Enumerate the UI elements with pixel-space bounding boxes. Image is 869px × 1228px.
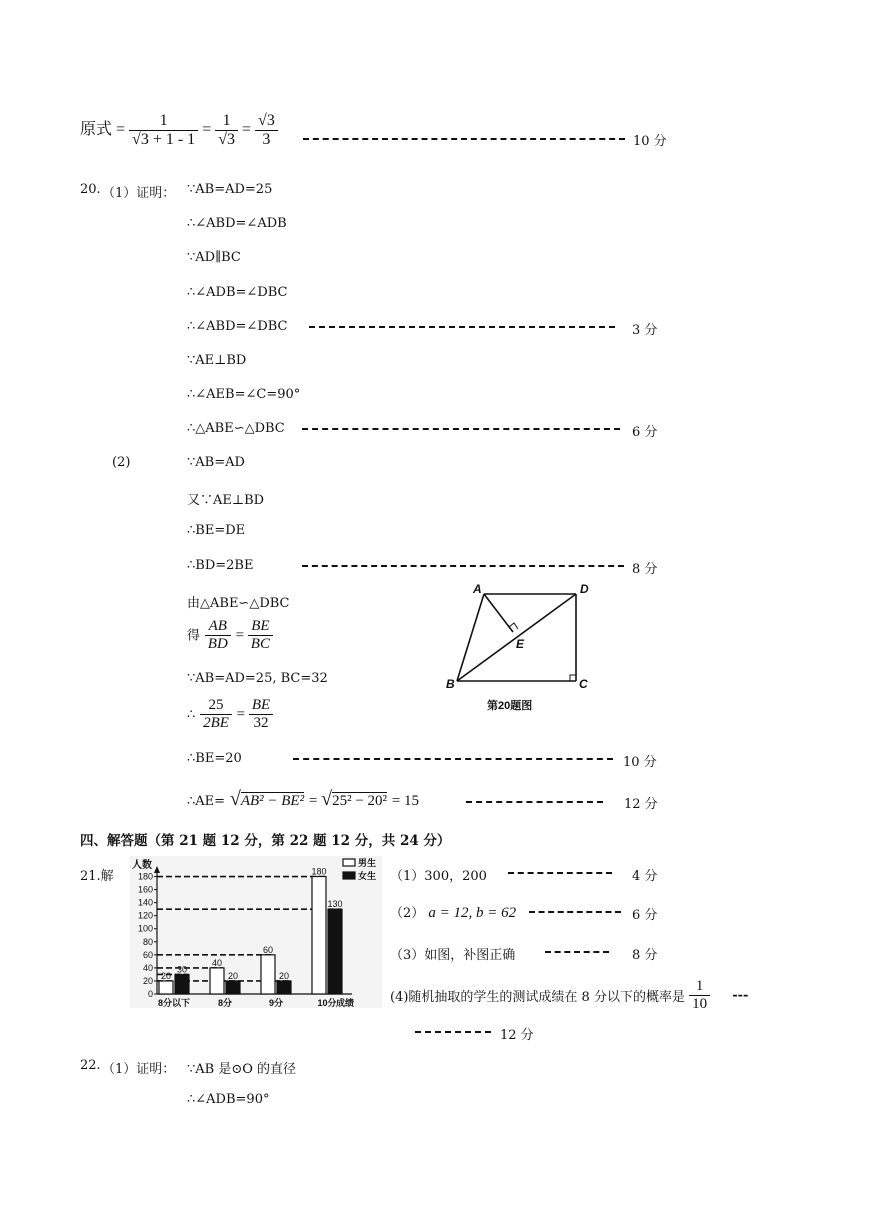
q20-m9: ∴BE=20 bbox=[187, 751, 242, 766]
top-fraction-1: $\frac{1}{√3 + 1 - 1}$ bbox=[129, 112, 198, 149]
score-leader bbox=[508, 872, 612, 874]
top-fraction-3: $\frac{√3}{3}$ bbox=[255, 112, 278, 149]
data-label-female: 30 bbox=[176, 964, 188, 975]
q21-score-12: 12 分 bbox=[500, 1028, 534, 1043]
q20-line-3: ∵AD∥BC bbox=[187, 250, 241, 265]
top-label: 原式 bbox=[80, 119, 113, 139]
score-leader bbox=[302, 428, 620, 430]
q21-answer-3: （3）如图，补图正确 bbox=[390, 948, 516, 963]
q20-line-6: ∵AE⊥BD bbox=[187, 353, 247, 368]
right-angle-c bbox=[570, 675, 576, 681]
q20-line-5: ∴∠ABD=∠DBC bbox=[187, 319, 288, 334]
q20-part2: (2) bbox=[112, 455, 131, 470]
bar-female bbox=[226, 981, 240, 994]
probability-fraction: $\frac{1}{10}$ bbox=[689, 978, 710, 1013]
y-tick-label: 140 bbox=[137, 897, 153, 908]
bar-female bbox=[277, 981, 291, 994]
q20-line-7: ∴∠AEB=∠C=90° bbox=[187, 387, 301, 402]
ae-result: = 15 bbox=[391, 793, 420, 809]
x-tick-label: 9分 bbox=[268, 998, 284, 1008]
bar-female bbox=[175, 974, 189, 994]
y-tick-label: 120 bbox=[137, 910, 153, 921]
q22-line-1: ∵AB 是⊙O 的直径 bbox=[187, 1062, 297, 1077]
y-axis-arrow bbox=[154, 866, 160, 873]
edge-ae bbox=[484, 594, 513, 632]
x-axis-label: 成绩 bbox=[335, 998, 354, 1008]
sqrt-expr-2: 25² − 20² bbox=[332, 793, 388, 809]
top-fraction-2: $\frac{1}{√3}$ bbox=[215, 112, 238, 149]
q20-score-10: 10 分 bbox=[623, 755, 657, 770]
q20-score-3: 3 分 bbox=[632, 323, 658, 338]
q20-line-4: ∴∠ADB=∠DBC bbox=[187, 285, 288, 300]
q21-score-4: 4 分 bbox=[632, 869, 658, 884]
q20-figure bbox=[440, 577, 600, 715]
vertex-b: B bbox=[446, 677, 455, 691]
vertex-d: D bbox=[580, 582, 589, 596]
y-tick-label: 20 bbox=[142, 975, 153, 986]
q20-line-8: ∴△ABE∽△DBC bbox=[187, 421, 285, 436]
score-leader bbox=[529, 911, 621, 913]
ratio-25-2be: $\frac{25}{2BE}$ bbox=[200, 697, 232, 732]
q20-m5: 由△ABE∽△DBC bbox=[187, 596, 290, 611]
y-axis-label: 人数 bbox=[132, 860, 152, 871]
data-label-male: 40 bbox=[211, 957, 223, 968]
figure-caption: 第20题图 bbox=[487, 700, 533, 712]
bar-male bbox=[159, 981, 173, 994]
q21-answer-4: (4)随机抽取的学生的测试成绩在 8 分以下的概率是 $\frac{1}{10}$ --- bbox=[390, 978, 749, 1012]
data-label-male: 180 bbox=[311, 866, 327, 877]
bar-male bbox=[210, 968, 224, 994]
ratio-be-bc: $\frac{BE}{BC}$ bbox=[248, 618, 273, 653]
q22-line-2: ∴∠ADB=90° bbox=[187, 1092, 270, 1107]
q20-m3: ∴BE=DE bbox=[187, 523, 246, 538]
data-label-female: 20 bbox=[227, 970, 239, 981]
q20-score-12: 12 分 bbox=[624, 797, 658, 812]
q21-answer-2: （2） a = 12, b = 62 bbox=[390, 905, 517, 921]
q20-score-6: 6 分 bbox=[632, 425, 658, 440]
score-leader bbox=[302, 565, 624, 567]
q20-m4: ∴BD=2BE bbox=[187, 558, 254, 573]
ratio-be-32: $\frac{BE}{32}$ bbox=[249, 697, 273, 732]
bar-male bbox=[312, 877, 326, 994]
section-heading: 四、解答题（第 21 题 12 分，第 22 题 12 分，共 24 分） bbox=[80, 833, 451, 849]
vertex-a: A bbox=[473, 582, 482, 596]
q20-m1: ∵AB=AD bbox=[187, 455, 245, 470]
data-label-female: 130 bbox=[327, 899, 343, 910]
q20-line-2: ∴∠ABD=∠ADB bbox=[187, 216, 287, 231]
y-tick-label: 0 bbox=[147, 989, 153, 999]
q20-number: 20. bbox=[80, 182, 101, 197]
ratio-ab-bd: $\frac{AB}{BD}$ bbox=[205, 618, 231, 653]
y-tick-label: 180 bbox=[137, 871, 153, 882]
q20-m10: ∴AE= √AB² − BE² = √25² − 20² = 15 bbox=[187, 788, 420, 810]
bar-chart bbox=[130, 856, 382, 1008]
x-tick-label: 8分以下 bbox=[157, 998, 191, 1008]
sqrt-expr-1: AB² − BE² bbox=[240, 793, 305, 809]
edge-ab bbox=[457, 594, 484, 681]
q20-part1: （1）证明： bbox=[102, 186, 176, 201]
vertex-e: E bbox=[516, 637, 525, 651]
q22-number: 22. bbox=[80, 1058, 101, 1073]
score-leader bbox=[415, 1031, 491, 1033]
score-leader bbox=[545, 951, 609, 953]
data-label-female: 20 bbox=[278, 970, 290, 981]
q20-m7: ∵AB=AD=25, BC=32 bbox=[187, 671, 328, 686]
legend-label-female: 女生 bbox=[358, 871, 377, 881]
y-tick-label: 100 bbox=[137, 923, 153, 934]
data-label-male: 60 bbox=[262, 944, 274, 955]
q21-score-6: 6 分 bbox=[632, 908, 658, 923]
score-leader bbox=[466, 801, 603, 803]
x-tick-label: 10分 bbox=[317, 998, 337, 1008]
bar-female bbox=[328, 909, 342, 994]
q20-line-1: ∵AB=AD=25 bbox=[187, 182, 273, 197]
y-tick-label: 40 bbox=[142, 962, 153, 973]
y-tick-label: 60 bbox=[142, 949, 153, 960]
q21-number: 21.解 bbox=[80, 869, 114, 884]
q21-answer-2-expr: a = 12, b = 62 bbox=[428, 905, 517, 921]
score-leader bbox=[293, 758, 613, 760]
legend-label-male: 男生 bbox=[358, 858, 377, 868]
q20-score-8: 8 分 bbox=[632, 562, 658, 577]
top-formula: 原式 = $\frac{1}{√3 + 1 - 1}$ = $\frac{1}{√3}$ = $\frac{√3}{3}$ bbox=[80, 112, 278, 149]
x-tick-label: 8分 bbox=[217, 998, 233, 1008]
y-tick-label: 80 bbox=[142, 936, 153, 947]
top-score: 10 分 bbox=[633, 134, 667, 149]
q20-m2: 又∵AE⊥BD bbox=[187, 493, 265, 508]
q20-m6: 得 $\frac{AB}{BD}$ = $\frac{BE}{BC}$ bbox=[187, 618, 273, 653]
bar-male bbox=[261, 955, 275, 994]
y-tick-label: 160 bbox=[137, 884, 153, 895]
q21-score-8: 8 分 bbox=[632, 948, 658, 963]
q22-part1: （1）证明： bbox=[102, 1062, 176, 1077]
legend-swatch-female bbox=[343, 872, 355, 879]
score-leader bbox=[303, 138, 625, 140]
q20-m8: ∴ $\frac{25}{2BE}$ = $\frac{BE}{32}$ bbox=[187, 697, 273, 732]
data-label-male: 20 bbox=[160, 970, 172, 981]
q21-answer-1: （1）300，200 bbox=[390, 869, 487, 884]
legend-swatch-male bbox=[343, 859, 355, 866]
score-leader bbox=[309, 326, 615, 328]
vertex-c: C bbox=[579, 677, 588, 691]
